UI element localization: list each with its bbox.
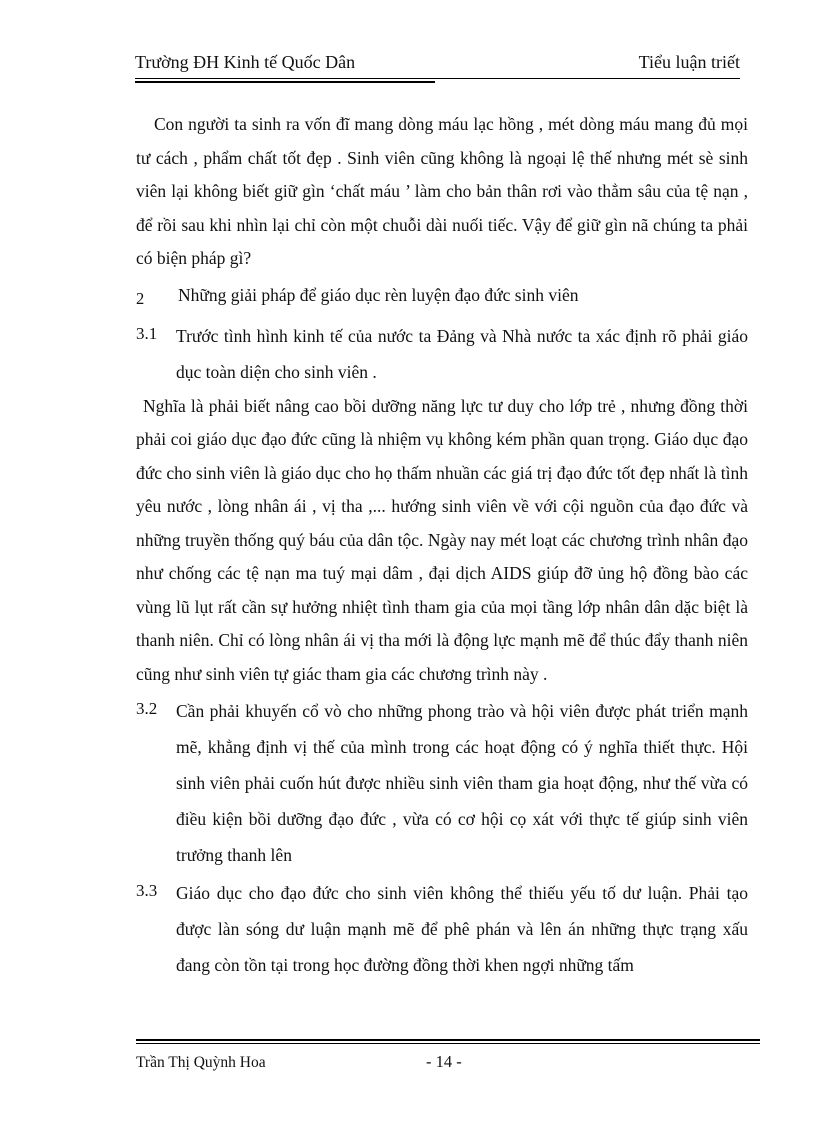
- footer-rule-thick: [136, 1039, 760, 1041]
- page-number: - 14 -: [426, 1052, 462, 1071]
- page-header: [135, 48, 740, 88]
- header-subject: Tiểu luận triết: [638, 52, 740, 72]
- item-text: Cần phải khuyến cổ vò cho những phong trào và hội viên được phát triển mạnh mẽ, khẳng định vị thế của mình trong các hoạt động có ý nghĩa thiết thực. Hội sinh viên phải cuốn hút được nhiều sinh viên tham gia hoạt động, như thế vừa có điều kiện bồi dưỡng đạo đức , vừa có cơ hội cọ xát với thực tế giúp sinh viên trưởng thanh lên: [176, 701, 748, 865]
- header-rule-thin: [135, 78, 740, 79]
- section-heading: [136, 278, 748, 316]
- item-number: 3.3: [136, 881, 158, 900]
- header-school-name: Trường ĐH Kinh tế Quốc Dân: [135, 52, 356, 72]
- item-number: 3.1: [136, 323, 158, 343]
- document-body: [136, 108, 748, 983]
- section-number: 2: [136, 288, 145, 308]
- intro-paragraph: Con người ta sinh ra vốn đĩ mang dòng máu lạc hồng , mét dòng máu mang đủ mọi tư cách , phẩm chất tốt đẹp . Sinh viên cũng không là ngoại lệ thế nhưng mét sè sinh viên lại không biết giữ gìn ‘chất máu ’ làm cho bản thân rơi vào thẳm sâu của tệ nạn , để rồi sau khi nhìn lại chỉ còn một chuỗi dài nuối tiếc. Vậy để giữ gìn nã chúng ta phải có biện pháp gì?: [136, 114, 748, 268]
- header-rule-thick: [135, 81, 435, 83]
- list-item-3-2: [136, 693, 748, 873]
- footer-rule-thin: [136, 1043, 760, 1044]
- item-text: Giáo dục cho đạo đức cho sinh viên không thể thiếu yếu tố dư luận. Phải tạo được làn sóng dư luận mạnh mẽ để phê phán và lên án những thực trạng xấu đang còn tồn tại trong học đường đồng thời khen ngợi những tấm: [176, 883, 748, 975]
- item-number: 3.2: [136, 699, 158, 718]
- body-paragraph: Nghĩa là phải biết nâng cao bồi dưỡng năng lực tư duy cho lớp trẻ , nhưng đồng thời phải coi giáo dục đạo đức cũng là nhiệm vụ không kém phần quan trọng. Giáo dục đạo đức cho sinh viên là giáo dục cho họ thấm nhuần các giá trị đạo đức tốt đẹp nhất là tình yêu nước , lòng nhân ái , vị tha ,... hướng sinh viên về với cội nguồn của đạo đức và những truyền thống quý báu của dân tộc. Ngày nay mét loạt các chương trình nhân đạo như chống các tệ nạn ma tuý mại dâm , đại dịch AIDS giúp đỡ ủng hộ đồng bào các vùng lũ lụt rất cần sự hưởng nhiệt tình tham gia của mọi tầng lớp nhân dân dặc biệt là thanh niên. Chỉ có lòng nhân ái vị tha mới là động lực mạnh mẽ để thúc đẩy thanh niên cũng như sinh viên tự giác tham gia các chương trình này .: [136, 395, 748, 684]
- list-item-3-3: [136, 875, 748, 983]
- item-text: Trước tình hình kinh tế của nước ta Đảng và Nhà nước ta xác định rõ phải giáo dục toàn diện cho sinh viên .: [176, 325, 748, 382]
- list-item-3-1: [136, 318, 748, 390]
- section-title: Những giải pháp để giáo dục rèn luyện đạo đức sinh viên: [178, 284, 579, 305]
- footer-author: Trần Thị Quỳnh Hoa: [136, 1054, 266, 1071]
- page-footer: [136, 1030, 760, 1080]
